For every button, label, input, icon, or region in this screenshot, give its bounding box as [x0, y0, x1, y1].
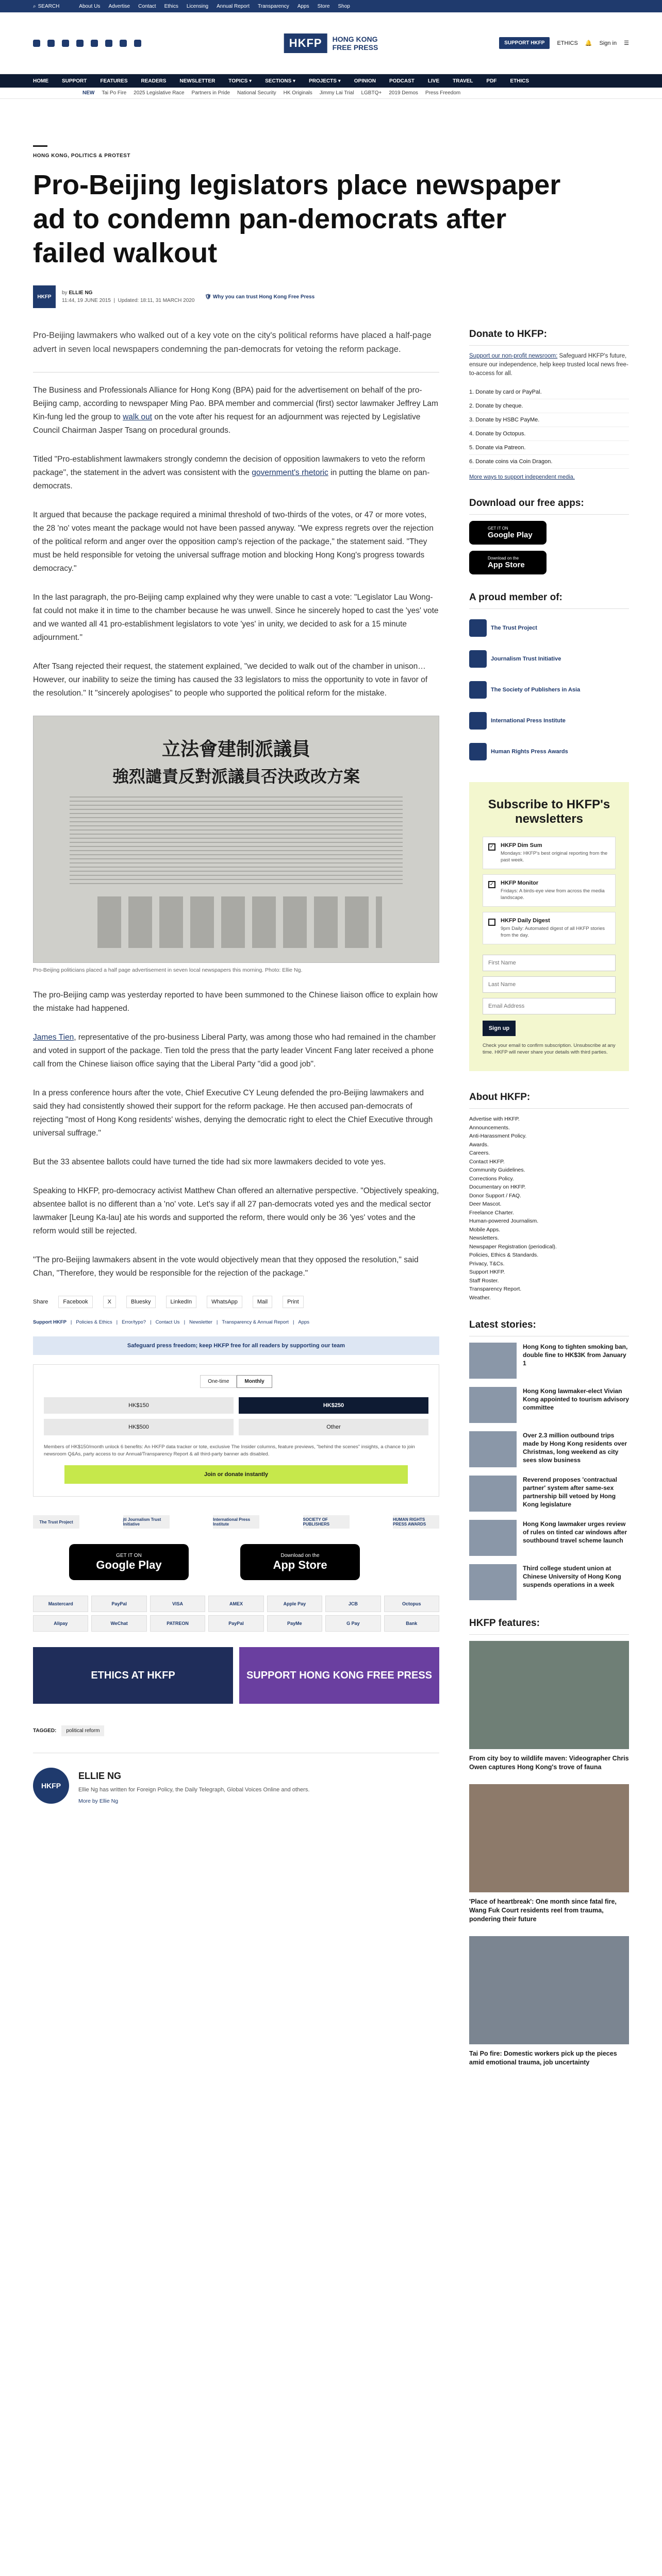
- trending-item[interactable]: HK Originals: [283, 90, 312, 96]
- support-link[interactable]: Support our non-profit newsroom:: [469, 353, 558, 359]
- newsletter-note: Check your email to confirm subscription. Unsubscribe at any time. HKFP will never share your details with third parties.: [483, 1043, 616, 1055]
- about-link[interactable]: Privacy, T&Cs.: [469, 1260, 505, 1267]
- article-body: [33, 329, 439, 1280]
- story-title[interactable]: Reverend proposes 'contractual partner' system after same-sex partnership bill vetoed by Hong Kong legislature: [523, 1476, 617, 1508]
- about-link[interactable]: Anti-Harassment Policy.: [469, 1133, 527, 1139]
- newsletter-option[interactable]: [483, 912, 616, 944]
- payment-logo: WeChat: [91, 1615, 146, 1632]
- newsletter-name: HKFP Dim Sum: [501, 842, 542, 849]
- telegram-icon[interactable]: [120, 40, 127, 47]
- trending-item[interactable]: 2019 Demos: [389, 90, 418, 96]
- about-link[interactable]: Awards.: [469, 1141, 489, 1148]
- trust-badge[interactable]: HUMAN RIGHTS PRESS AWARDS: [393, 1515, 439, 1529]
- linkedin-icon[interactable]: [105, 40, 112, 47]
- nav-item[interactable]: HOME: [33, 78, 48, 84]
- signin-link[interactable]: Sign in: [599, 40, 617, 46]
- logo-box: HKFP: [284, 33, 327, 53]
- story-title[interactable]: Third college student union at Chinese University of Hong Kong suspends operations in a week: [523, 1565, 621, 1588]
- apps-title: Download our free apps:: [469, 498, 629, 515]
- promo-banners: [33, 1647, 439, 1704]
- payment-logo: Bank: [384, 1615, 439, 1632]
- donate-option[interactable]: 1. Donate by card or PayPal.: [469, 385, 629, 399]
- story-title[interactable]: Over 2.3 million outbound trips made by Hong Kong residents over Christmas, long weekend as city sees slow business: [523, 1432, 627, 1464]
- search-icon: ⌕: [33, 3, 36, 9]
- latest-story[interactable]: [469, 1343, 629, 1379]
- support-promo-banner[interactable]: SUPPORT HONG KONG FREE PRESS: [239, 1647, 439, 1704]
- first-name-field[interactable]: [483, 955, 616, 971]
- amount-option[interactable]: HK$500: [44, 1419, 234, 1435]
- trust-badge[interactable]: The Trust Project: [33, 1515, 79, 1529]
- utility-link[interactable]: Contact: [138, 3, 156, 9]
- member-icon: [469, 743, 487, 760]
- story-thumbnail[interactable]: [469, 1387, 517, 1423]
- amount-option[interactable]: Other: [239, 1419, 428, 1435]
- story-thumbnail[interactable]: [469, 1520, 517, 1556]
- donate-option[interactable]: 2. Donate by cheque.: [469, 399, 629, 413]
- about-link[interactable]: Community Guidelines.: [469, 1167, 525, 1173]
- donate-option[interactable]: 6. Donate coins via Coin Dragon.: [469, 455, 629, 469]
- safeguard-banner[interactable]: Safeguard press freedom; keep HKFP free for all readers by supporting our team: [33, 1336, 439, 1355]
- store-small-text: Download on the: [488, 556, 519, 561]
- newsletter-signup: [469, 782, 629, 1071]
- footer-link[interactable]: Contact Us: [155, 1319, 180, 1325]
- nav-item[interactable]: SECTIONS ▾: [265, 78, 296, 84]
- feature-story[interactable]: [469, 1641, 629, 1772]
- shield-icon: 🛡: [205, 294, 212, 300]
- ad-names: [90, 896, 382, 948]
- article-paragraph: It argued that because the package required a minimal threshold of two-thirds of the votes, or 47 or more votes, the 28 'no' votes meant the package would not have been passed anyway. "We express regrets over the rejection of the political reform and anger over the opposition camp's rejection of the package," the statement said. "They must be held responsible for vetoing the universal suffrage motion and blocking Hong Kong's progress towards democracy.": [33, 511, 434, 573]
- share-print[interactable]: Print: [283, 1296, 304, 1308]
- member-title: A proud member of:: [469, 592, 629, 609]
- store-big-text: App Store: [488, 561, 525, 569]
- ad-subtitle: 強烈譴責反對派議員否決政改方案: [112, 767, 360, 786]
- article-paragraph: The pro-Beijing camp was yesterday reported to have been summoned to the Chinese liaison office to explain how the mistake had happened.: [33, 991, 438, 1013]
- about-link[interactable]: Staff Roster.: [469, 1277, 499, 1284]
- donation-note: Members of HK$150/month unlock 6 benefits: An HKFP data tracker or tote, exclusive The Insider columns, feature previews, "behind the scenes" insights, a chance to join newsroom Q&As, party access to our Annual/Transparency Report & all third-party banner ads disabled.: [44, 1444, 415, 1457]
- checkbox-checked-icon[interactable]: ✓: [488, 843, 495, 851]
- join-donate-button[interactable]: Join or donate instantly: [64, 1465, 408, 1484]
- share-label: Share: [33, 1299, 48, 1305]
- trending-item[interactable]: LGBTQ+: [361, 90, 382, 96]
- about-link[interactable]: Policies, Ethics & Standards.: [469, 1252, 539, 1258]
- frequency-toggle: [44, 1375, 428, 1388]
- payment-logo: AMEX: [208, 1596, 263, 1612]
- footer-link[interactable]: Error/typo?: [122, 1319, 146, 1325]
- trust-badges: [33, 1515, 439, 1529]
- member-logo[interactable]: Journalism Trust Initiative: [469, 646, 629, 672]
- email-field[interactable]: [483, 998, 616, 1014]
- donate-option[interactable]: 4. Donate by Octopus.: [469, 427, 629, 441]
- latest-story[interactable]: [469, 1476, 629, 1512]
- store-big-text: Google Play: [488, 531, 533, 539]
- apps-block: [469, 498, 629, 574]
- feature-title[interactable]: From city boy to wildlife maven: Videographer Chris Owen captures Hong Kong's trove of fauna: [469, 1755, 629, 1771]
- newsletter-title: Subscribe to HKFP's newsletters: [488, 798, 610, 826]
- about-links: [469, 1115, 629, 1302]
- share-whatsapp[interactable]: WhatsApp: [207, 1296, 242, 1308]
- newsletter-name: HKFP Monitor: [501, 880, 539, 886]
- about-link[interactable]: Corrections Policy.: [469, 1175, 514, 1182]
- member-icon: [469, 712, 487, 730]
- share-bluesky[interactable]: Bluesky: [126, 1296, 156, 1308]
- footer-link[interactable]: Newsletter: [189, 1319, 212, 1325]
- latest-story[interactable]: [469, 1564, 629, 1600]
- ad-title: 立法會建制派議員: [161, 738, 310, 760]
- share-linkedin[interactable]: LinkedIn: [166, 1296, 197, 1308]
- article-paragraph: In the last paragraph, the pro-Beijing camp explained why they were unable to cast a vote: "Legislator Lau Wong-fat could not make it in time to the chamber because he was unwell. Since he sincerely hoped to cast the 'yes' vote and we wanted all 41 pro-establishment legislators to vote 'yes' in unity, we decided to ask for a 15 minute adjournment.": [33, 593, 439, 642]
- newsletter-name: HKFP Daily Digest: [501, 918, 550, 924]
- image-caption: Pro-Beijing politicians placed a half page advertisement in seven local newspapers this morning. Photo: Ellie Ng.: [33, 967, 303, 973]
- about-link[interactable]: Freelance Charter.: [469, 1209, 514, 1216]
- byline-text: by ELLIE NG 11:44, 19 JUNE 2015 | Updated: 18:11, 31 MARCH 2020: [62, 290, 195, 303]
- signup-button[interactable]: Sign up: [483, 1021, 516, 1036]
- donate-block: [469, 329, 629, 480]
- app-store-buttons: [33, 1544, 439, 1580]
- about-link[interactable]: Newspaper Registration (periodical).: [469, 1243, 557, 1250]
- donation-box: [33, 1364, 439, 1497]
- member-icon: [469, 619, 487, 637]
- logo-line1: HONG KONG: [332, 35, 378, 43]
- donate-title: Donate to HKFP:: [469, 329, 629, 346]
- side-google-play-button[interactable]: [469, 521, 547, 545]
- feature-story[interactable]: [469, 1784, 629, 1924]
- store-small-text: GET IT ON: [488, 526, 508, 531]
- about-link[interactable]: Support HKFP.: [469, 1269, 505, 1275]
- story-thumbnail[interactable]: [469, 1564, 517, 1600]
- sidebar: [469, 329, 629, 2084]
- search-button[interactable]: [33, 4, 59, 9]
- story-title[interactable]: Hong Kong to tighten smoking ban, double fine to HK$3K from January 1: [523, 1343, 628, 1367]
- story-title[interactable]: Hong Kong lawmaker-elect Vivian Kong appointed to tourism advisory committee: [523, 1387, 630, 1411]
- article-paragraph: In a press conference hours after the vote, Chief Executive CY Leung defended the pro-Beijing lawmakers and said they had consistently showed their support for the reform package. He then accused pan-democrats of rejecting "most of Hong Kong residents' wishes, denying the democratic right to elect the Chief Executive through universal suffrage.": [33, 1089, 433, 1138]
- menu-icon[interactable]: ☰: [624, 40, 629, 46]
- story-thumbnail[interactable]: [469, 1343, 517, 1379]
- about-link[interactable]: Deer Mascot.: [469, 1201, 502, 1207]
- youtube-icon[interactable]: [91, 40, 98, 47]
- separator: |: [184, 1319, 186, 1325]
- utility-link[interactable]: Ethics: [164, 3, 178, 9]
- share-facebook[interactable]: Facebook: [58, 1296, 92, 1308]
- story-thumbnail[interactable]: [469, 1431, 517, 1467]
- utility-link[interactable]: About Us: [79, 3, 101, 9]
- author-box: [33, 1753, 439, 1804]
- freq-monthly[interactable]: Monthly: [237, 1375, 272, 1388]
- freq-once[interactable]: One-time: [200, 1375, 237, 1388]
- updated-date: Updated: 18:11, 31 MARCH 2020: [118, 298, 195, 303]
- nav-item[interactable]: TOPICS ▾: [228, 78, 252, 84]
- feature-story[interactable]: [469, 1936, 629, 2067]
- publish-date: 11:44, 19 JUNE 2015: [62, 298, 111, 303]
- main-column: [33, 329, 439, 2084]
- nav-item[interactable]: READERS: [141, 78, 167, 84]
- more-ways-link[interactable]: More ways to support independent media.: [469, 474, 575, 480]
- trending-item[interactable]: Partners in Pride: [191, 90, 230, 96]
- article-paragraph: But the 33 absentee ballots could have turned the tide had six more lawmakers decided to vote yes.: [33, 1158, 386, 1166]
- member-logo[interactable]: The Society of Publishers in Asia: [469, 677, 629, 703]
- nav-item[interactable]: PODCAST: [389, 78, 415, 84]
- about-link[interactable]: Human-powered Journalism.: [469, 1218, 539, 1224]
- separator: |: [70, 1319, 72, 1325]
- search-label: SEARCH: [38, 3, 60, 9]
- donate-text: Support our non-profit newsroom: Safeguard HKFP's future, ensure our independence, help keep trusted local news free-to-access for all.: [469, 353, 628, 377]
- newsletter-option[interactable]: [483, 874, 616, 907]
- utility-link[interactable]: Apps: [297, 3, 309, 9]
- article-footer-links: [33, 1319, 439, 1325]
- government-rhetoric-link[interactable]: government's rhetoric: [252, 468, 328, 477]
- payment-logo: Mastercard: [33, 1596, 88, 1612]
- donate-option[interactable]: 3. Donate by HSBC PayMe.: [469, 413, 629, 427]
- member-logo[interactable]: Human Rights Press Awards: [469, 739, 629, 765]
- article-category[interactable]: HONG KONG, POLITICS & PROTEST: [33, 153, 130, 159]
- newsletter-desc: Mondays: HKFP's best original reporting from the past week.: [501, 851, 608, 863]
- logo-text: [333, 35, 378, 52]
- tagged-label: TAGGED:: [33, 1728, 57, 1734]
- threads-icon[interactable]: [76, 40, 84, 47]
- nav-item[interactable]: LIVE: [427, 78, 440, 84]
- about-link[interactable]: Mobile Apps.: [469, 1226, 501, 1233]
- byline-prefix: by: [62, 290, 68, 296]
- trending-item[interactable]: Tai Po Fire: [102, 90, 127, 96]
- share-mail[interactable]: Mail: [253, 1296, 272, 1308]
- article-paragraph: "The pro-Beijing lawmakers absent in the vote would objectively mean that they opposed the resolution," said Chan, "Therefore, they would be responsible for the rejection of the package.": [33, 1256, 419, 1278]
- article-headline: Pro-Beijing legislators place newspaper ad to condemn pan-democrats after failed walkout: [33, 170, 561, 268]
- payment-methods: [33, 1596, 439, 1632]
- store-big-text: Google Play: [96, 1558, 162, 1571]
- nav-item[interactable]: NEWSLETTER: [179, 78, 216, 84]
- store-big-text: App Store: [273, 1558, 327, 1571]
- payment-logo: PayMe: [267, 1615, 322, 1632]
- article-paragraph: Titled "Pro-establishment lawmakers strongly condemn the decision of opposition lawmakers to veto the reform package", the statement in the advert was consistent with the government's rhetoric in putting the blame on pan-democrats.: [33, 455, 430, 490]
- trust-badge[interactable]: jti Journalism Trust Initiative: [123, 1515, 170, 1529]
- newspaper-ad-image[interactable]: [33, 716, 439, 963]
- byline: [33, 285, 629, 308]
- payment-logo: VISA: [150, 1596, 205, 1612]
- footer-link[interactable]: Support HKFP: [33, 1319, 67, 1325]
- trust-link[interactable]: [205, 294, 315, 300]
- payment-logo: PATREON: [150, 1615, 205, 1632]
- avatar[interactable]: HKFP: [33, 1768, 69, 1804]
- member-block: [469, 592, 629, 765]
- story-title[interactable]: Hong Kong lawmaker urges review of rules on tinted car windows after southbound travel scheme launch: [523, 1520, 627, 1544]
- share-row: [33, 1296, 439, 1308]
- ethics-link[interactable]: ETHICS: [557, 40, 578, 46]
- utility-link[interactable]: Advertise: [108, 3, 130, 9]
- feature-title[interactable]: 'Place of heartbreak': One month since fatal fire, Wang Fuk Court residents reel from trauma, pondering their future: [469, 1898, 617, 1923]
- amount-option-selected[interactable]: HK$250: [239, 1397, 428, 1414]
- separator: |: [292, 1319, 294, 1325]
- tags-row: [33, 1725, 439, 1736]
- about-block: [469, 1092, 629, 1302]
- x-icon[interactable]: [47, 40, 55, 47]
- trending-item[interactable]: Press Freedom: [425, 90, 461, 96]
- separator: |: [150, 1319, 152, 1325]
- rss-icon[interactable]: [134, 40, 141, 47]
- payment-logo: Octopus: [384, 1596, 439, 1612]
- newsletter-desc: 9pm Daily: Automated digest of all HKFP stories from the day.: [501, 926, 605, 938]
- google-play-button[interactable]: [69, 1544, 189, 1580]
- about-link[interactable]: Documentary on HKFP.: [469, 1184, 526, 1190]
- trending-item[interactable]: National Security: [237, 90, 276, 96]
- author-bio: Ellie Ng has written for Foreign Policy, the Daily Telegraph, Global Voices Online and others.: [78, 1787, 310, 1793]
- footer-link[interactable]: Transparency & Annual Report: [222, 1319, 289, 1325]
- store-small-text: Download on the: [280, 1552, 320, 1558]
- payment-logo: JCB: [325, 1596, 380, 1612]
- kicker-bar: [33, 145, 47, 147]
- more-by-author-link[interactable]: More by Ellie Ng: [78, 1798, 119, 1804]
- feature-title[interactable]: Tai Po fire: Domestic workers pick up the pieces amid emotional trauma, job uncertainty: [469, 2050, 617, 2066]
- about-link[interactable]: Newsletters.: [469, 1235, 499, 1241]
- nav-item[interactable]: FEATURES: [100, 78, 128, 84]
- article-paragraph: Speaking to HKFP, pro-democracy activist Matthew Chan offered an alternative perspective. "Objectively speaking, absentee ballot is no different than a 'no' vote. Let's say if all 27 pan-democrats voted yes and the medical sector lawmaker [Leung Ka-lau] ate his words and supported the reform, there would only be 36 'yes' votes and the reform would still be rejected.: [33, 1187, 439, 1235]
- article-header: [0, 99, 662, 308]
- feature-image[interactable]: [469, 1784, 629, 1892]
- trust-badge[interactable]: SOCIETY OF PUBLISHERS: [303, 1515, 350, 1529]
- latest-story[interactable]: [469, 1387, 629, 1423]
- facebook-icon[interactable]: [33, 40, 40, 47]
- nav-item[interactable]: TRAVEL: [453, 78, 473, 84]
- footer-link[interactable]: Apps: [298, 1319, 310, 1325]
- amount-option[interactable]: HK$150: [44, 1397, 234, 1414]
- last-name-field[interactable]: [483, 976, 616, 993]
- ad-body-text: [70, 793, 403, 886]
- tag-chip[interactable]: political reform: [61, 1725, 104, 1736]
- payment-logo: Alipay: [33, 1615, 88, 1632]
- side-app-store-button[interactable]: [469, 551, 547, 574]
- nav-item[interactable]: OPINION: [354, 78, 376, 84]
- article-paragraph: Pro-Beijing lawmakers who walked out of a key vote on the city's political reforms have placed a half-page advert in seven local newspapers condemning the pan-democrats for vetoing the reform package.: [33, 331, 432, 354]
- features-title: HKFP features:: [469, 1618, 629, 1635]
- about-link[interactable]: Advertise with HKFP.: [469, 1116, 520, 1122]
- utility-link[interactable]: Store: [317, 3, 330, 9]
- donate-options: [469, 385, 629, 469]
- newsletter-option[interactable]: [483, 837, 616, 869]
- header-actions: [499, 37, 629, 49]
- content-area: [0, 329, 662, 2084]
- payment-logo: PayPal: [91, 1596, 146, 1612]
- feature-image[interactable]: [469, 1641, 629, 1749]
- feature-image[interactable]: [469, 1936, 629, 2044]
- nav-item[interactable]: PROJECTS ▾: [309, 78, 341, 84]
- checkbox-icon[interactable]: [488, 919, 495, 926]
- support-button[interactable]: SUPPORT HKFP: [499, 37, 550, 49]
- trust-label: Why you can trust Hong Kong Free Press: [212, 294, 315, 300]
- utility-bar: [0, 0, 662, 12]
- utility-link[interactable]: Shop: [338, 3, 350, 9]
- latest-story[interactable]: [469, 1431, 629, 1467]
- article-paragraph: James Tien, representative of the pro-business Liberal Party, was among those who had remained in the chamber and voted in support of the package. Tien told the press that the party leader Vincent Fang later received a phone call from the Chinese liaison office saying that the Liberal Party "did a good job".: [33, 1033, 436, 1069]
- nav-item[interactable]: SUPPORT: [62, 78, 87, 84]
- payment-logo: Apple Pay: [267, 1596, 322, 1612]
- nav-item[interactable]: ETHICS: [510, 78, 529, 84]
- donation-amounts: [44, 1397, 428, 1435]
- ethics-promo-banner[interactable]: ETHICS AT HKFP: [33, 1647, 233, 1704]
- about-link[interactable]: Announcements.: [469, 1124, 510, 1131]
- footer-link[interactable]: Policies & Ethics: [76, 1319, 112, 1325]
- site-header: [0, 12, 662, 74]
- latest-block: [469, 1319, 629, 1600]
- utility-link[interactable]: Transparency: [258, 3, 289, 9]
- trending-bar: [0, 88, 662, 99]
- about-title: About HKFP:: [469, 1092, 629, 1109]
- share-x[interactable]: X: [103, 1296, 116, 1308]
- about-link[interactable]: Donor Support / FAQ.: [469, 1192, 521, 1199]
- donate-option[interactable]: 5. Donate via Patreon.: [469, 441, 629, 455]
- james-tien-link[interactable]: James Tien: [33, 1033, 74, 1042]
- walk-out-link[interactable]: walk out: [123, 413, 152, 421]
- latest-title: Latest stories:: [469, 1319, 629, 1336]
- trending-item[interactable]: 2025 Legislative Race: [134, 90, 185, 96]
- article-paragraph: The Business and Professionals Alliance for Hong Kong (BPA) paid for the advertisement on behalf of the pro-Beijing camp, according to newspaper Ming Pao. BPA member and commercial (first) sector lawmaker Jeffrey Lam Kin-fung led the group to walk out on the vote after his request for an adjournment was rejected by Legislative Council Chairman Jasper Tsang on procedural grounds.: [33, 386, 438, 435]
- checkbox-checked-icon[interactable]: ✓: [488, 881, 495, 888]
- trending-item[interactable]: Jimmy Lai Trial: [319, 90, 354, 96]
- author-name[interactable]: ELLIE NG: [78, 1771, 122, 1781]
- nav-item[interactable]: PDF: [486, 78, 497, 84]
- author-link[interactable]: ELLIE NG: [69, 290, 93, 296]
- store-small-text: GET IT ON: [116, 1552, 142, 1558]
- about-link[interactable]: Contact HKFP.: [469, 1158, 505, 1165]
- member-icon: [469, 650, 487, 668]
- newsletter-desc: Fridays: A birds-eye view from across the media landscape.: [501, 888, 605, 901]
- about-link[interactable]: Careers.: [469, 1150, 490, 1156]
- member-logo[interactable]: The Trust Project: [469, 615, 629, 641]
- payment-logo: G Pay: [325, 1615, 380, 1632]
- site-logo[interactable]: [284, 33, 378, 53]
- bell-icon[interactable]: 🔔: [585, 40, 592, 46]
- instagram-icon[interactable]: [62, 40, 69, 47]
- author-logo: HKFP: [33, 285, 56, 308]
- main-nav: [0, 74, 662, 88]
- logo-line2: FREE PRESS: [332, 43, 378, 52]
- separator: |: [116, 1319, 118, 1325]
- utility-link[interactable]: Licensing: [186, 3, 209, 9]
- article-paragraph: After Tsang rejected their request, the statement explained, "we decided to walk out of the chamber in unison… However, our inability to seize the timing has caused the 33 legislators to miss the opportunity to vote in favor of the resolution." It "sincerely apologises" to people who supported the political reform for the mistake.: [33, 662, 428, 698]
- features-block: [469, 1618, 629, 2067]
- member-icon: [469, 681, 487, 699]
- trust-badge[interactable]: International Press Institute: [213, 1515, 259, 1529]
- story-thumbnail[interactable]: [469, 1476, 517, 1512]
- author-info: [78, 1768, 326, 1804]
- utility-link[interactable]: Annual Report: [217, 3, 250, 9]
- about-link[interactable]: Transparency Report.: [469, 1286, 522, 1292]
- app-store-button[interactable]: [240, 1544, 360, 1580]
- payment-logo: PayPal: [208, 1615, 263, 1632]
- separator: |: [216, 1319, 218, 1325]
- trending-new-label: NEW: [82, 90, 95, 96]
- social-links: [33, 40, 141, 47]
- about-link[interactable]: Weather.: [469, 1294, 491, 1301]
- member-logo[interactable]: International Press Institute: [469, 708, 629, 734]
- latest-story[interactable]: [469, 1520, 629, 1556]
